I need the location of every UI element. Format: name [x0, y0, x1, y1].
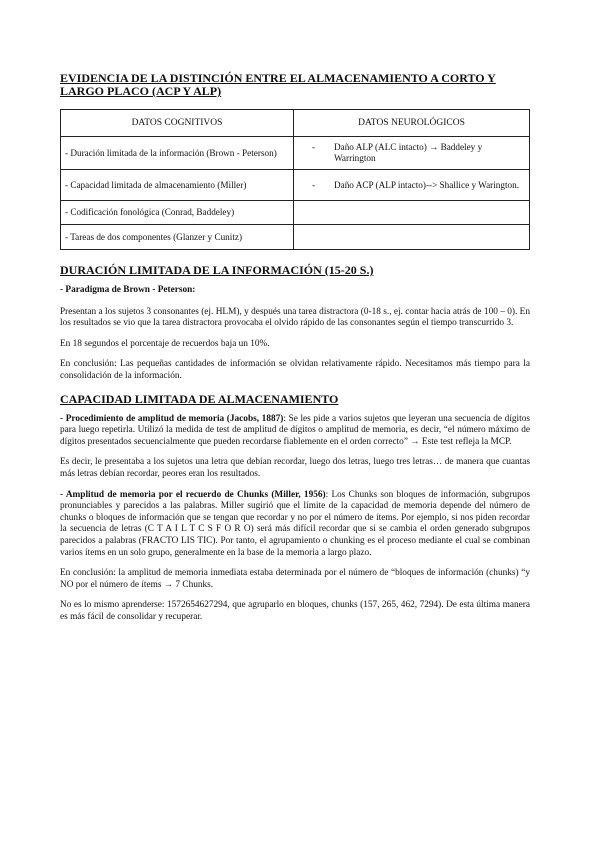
- paragraph: [60, 414, 530, 449]
- bold-term: - Procedimiento de amplitud de memoria (Jacobs, 1887): [60, 413, 284, 424]
- bullet-dash: -: [312, 179, 316, 190]
- header-cognitive: DATOS COGNITIVOS: [61, 110, 294, 137]
- table-cell-neurological: [294, 201, 530, 225]
- cell-text: Daño ALP (ALC intacto) → Baddeley y Warrington: [334, 142, 483, 163]
- paragraph: No es lo mismo aprenderse: 1572654627294, que agruparlo en bloques, chunks (157, 265, 462, 7294). De esta última manera es más fácil de consolidar y recuperar.: [60, 600, 530, 622]
- table-cell-neurological: [294, 225, 530, 250]
- bold-term: - Amplitud de memoria por el recuerdo de Chunks (Miller, 1956): [60, 489, 326, 500]
- table-cell-cognitive: - Duración limitada de la información (Brown - Peterson): [61, 137, 294, 170]
- section-heading-capacity: CAPACIDAD LIMITADA DE ALMACENAMIENTO: [60, 391, 339, 406]
- table-row: [61, 225, 530, 250]
- paragraph: Es decir, le presentaba a los sujetos una letra que debían recordar, luego dos letras, luego tres letras… de manera que cuantas más letras debían recordar, peores eran los resultados.: [60, 457, 530, 479]
- cell-text: Daño ACP (ALP intacto)--> Shallice y Warington.: [334, 179, 520, 190]
- table-cell-cognitive: - Codificación fonológica (Conrad, Baddeley): [61, 201, 294, 225]
- paragraph-text: : Se les pide a varios sujetos que leyeran una secuencia de dígitos para luego repetirla. Utilizó la medida de test de amplitud de dígitos o amplitud de memoria, es decir, “el número máximo de dígitos presentados secuencialmente que pueden recordarse fiablemente en el orden correcto” → Este test refleja la MCP.: [60, 413, 530, 447]
- comparison-table: [60, 109, 530, 250]
- document-content: [60, 72, 530, 632]
- paragraph: [60, 490, 530, 560]
- table-row: [61, 170, 530, 201]
- paragraph: Presentan a los sujetos 3 consonantes (ej. HLM), y después una tarea distractora (0-18 s., ej. contar hacia atrás de 100 – 0). En los resultados se vio que la tarea distractora provocaba el olvido rápido de las consonantes según el tiempo transcurrido 3.: [60, 306, 530, 329]
- paragraph: En 18 segundos el porcentaje de recuerdos baja un 10%.: [60, 338, 270, 349]
- table-cell-cognitive: - Tareas de dos componentes (Glanzer y Cunitz): [61, 225, 294, 250]
- table-header-row: [61, 110, 530, 137]
- table-row: [61, 201, 530, 225]
- paragraph: En conclusión: la amplitud de memoria inmediata estaba determinada por el número de “bloques de información (chunks) “y NO por el número de ítems → 7 Chunks.: [60, 568, 530, 590]
- document-title: EVIDENCIA DE LA DISTINCIÓN ENTRE EL ALMACENAMIENTO A CORTO Y LARGO PLACO (ACP Y ALP): [60, 71, 496, 98]
- bullet-dash: -: [312, 142, 316, 152]
- paragraph: En conclusión: Las pequeñas cantidades de información se olvidan relativamente rápido. Necesitamos más tiempo para la consolidación de la información.: [60, 359, 530, 381]
- table-row: [61, 137, 530, 170]
- table-cell-cognitive: - Capacidad limitada de almacenamiento (Miller): [61, 170, 294, 201]
- subheading-brown-peterson: - Paradigma de Brown - Peterson:: [60, 285, 196, 295]
- table-cell-neurological: [294, 137, 530, 170]
- header-neurological: DATOS NEUROLÓGICOS: [294, 110, 530, 137]
- section-heading-duration: DURACIÓN LIMITADA DE LA INFORMACIÓN (15-20 S.): [60, 263, 374, 277]
- paragraph-text: : Los Chunks son bloques de información, subgrupos pronunciables y parecidos a las palabras. Miller sugirió que el límite de la capacidad de memoria depende del número de chunks o bloques de información que se tengan que recordar y no por el número de ítems. Por ejemplo, si nos piden recordar la secuencia de letras (C T A I L T C S F O R O) será más difícil recordar que si se cambia el orden generado subgrupos parecidos a palabras (FRACTO LIS TIC). Por tanto, el agrupamiento o chunking es el proceso mediante el cual se combinan varios ítems en un solo grupo, generalmente en la base de la memoria a largo plazo.: [60, 489, 530, 558]
- table-cell-neurological: [294, 170, 530, 201]
